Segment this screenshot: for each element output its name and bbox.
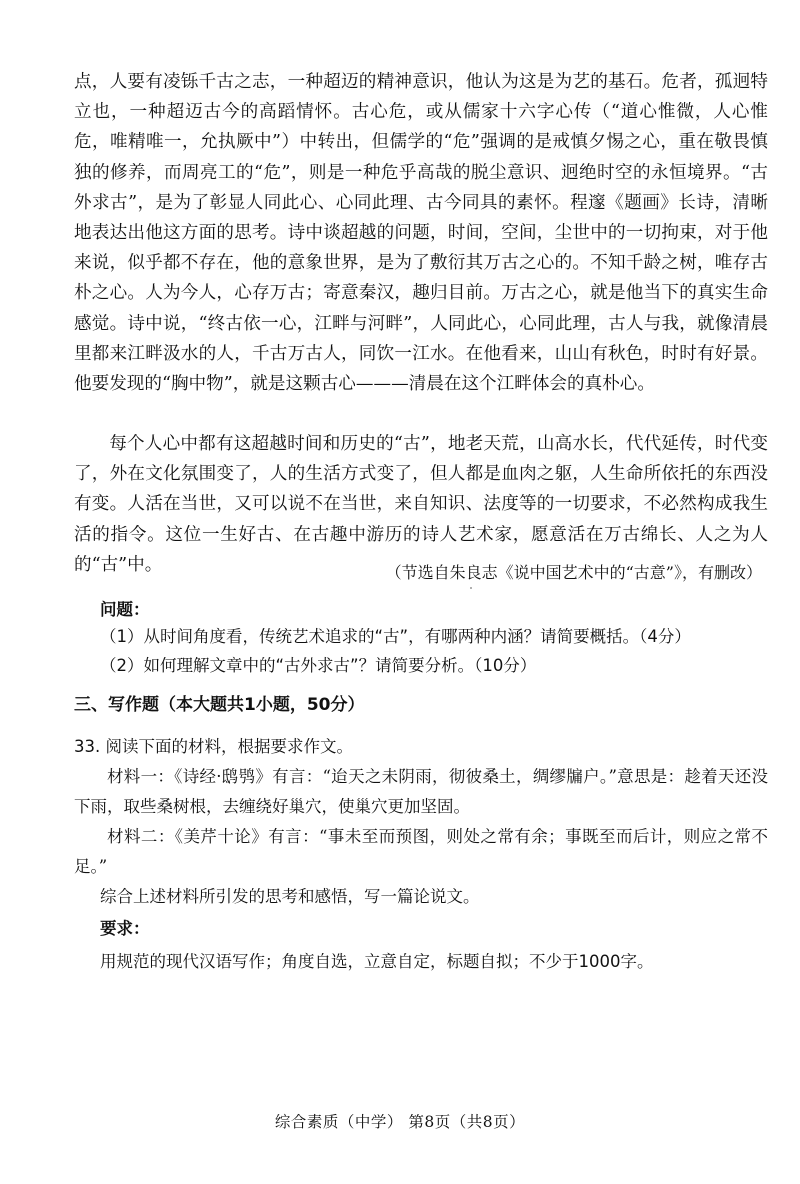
- writing-task-number: 33. 阅读下面的材料，根据要求作文。: [74, 737, 353, 756]
- requirements-text: 用规范的现代汉语写作；角度自选，立意自定，标题自拟；不少于1000字。: [100, 952, 654, 971]
- scan-speck: [470, 587, 472, 589]
- material-1: 材料一：《诗经·鸱鸮》有言：“迨天之未阴雨，彻彼桑土，绸缪牖户。”意思是：趁着天还没下雨，取些桑树根，去缠绕好巢穴，使巢穴更加坚固。: [74, 767, 768, 816]
- passage-paragraph-1: 点，人要有凌铄千古之志，一种超迈的精神意识，他认为这是为艺的基石。危者，孤迥特立也，一种超迈古今的高蹈情怀。古心危，或从儒家十六字心传（“道心惟微，人心惟危，唯精唯一，允执厥中”）中转出，但儒学的“危”强调的是戒慎夕惕之心，重在敬畏慎独的修养，而周亮工的“危”，则是一种危乎高哉的脱尘意识、迥绝时空的永恒境界。“古外求古”，是为了彰显人同此心、心同此理、古今同具的素怀。程邃《题画》长诗，清晰地表达出他这方面的思考。诗中谈超越的问题，时间，空间，尘世中的一切拘束，对于他来说，似乎都不存在，他的意象世界，是为了敷衍其万古之心的。不知千龄之树，唯存古朴之心。人为今人，心存万古；寄意秦汉，趣归目前。万古之心，就是他当下的真实生命感觉。诗中说，“终古依一心，江畔与河畔”，人同此心，心同此理，古人与我，就像清晨里都来江畔汲水的人，千古万古人，同饮一江水。在他看来，山山有秋色，时时有好景。他要发现的“胸中物”，就是这颗古心———清晨在这个江畔体会的真朴心。: [74, 72, 768, 395]
- questions-header: 问题：: [100, 600, 150, 619]
- material-2: 材料二：《美芹十论》有言：“事未至而预图，则处之常有余；事既至而后计，则应之常不足。”: [74, 827, 768, 876]
- question-2: （2）如何理解文章中的“古外求古”？请简要分析。（10分）: [100, 656, 537, 675]
- passage-source: （节选自朱良志《说中国艺术中的“古意”》，有删改）: [385, 563, 762, 582]
- writing-summary: 综合上述材料所引发的思考和感悟，写一篇论说文。: [100, 887, 480, 906]
- passage-paragraph-2: 每个人心中都有这超越时间和历史的“古”，地老天荒，山高水长，代代延传，时代变了，外在文化氛围变了，人的生活方式变了，但人都是血肉之躯，人生命所依托的东西没有变。人活在当世，又可以说不在当世，来自知识、法度等的一切要求，不必然构成我生活的指令。这位一生好古、在古趣中游历的诗人艺术家，愿意活在万古绵长、人之为人的“古”中。: [74, 434, 768, 575]
- requirements-header: 要求：: [100, 919, 150, 938]
- page-footer: 综合素质（中学） 第8页（共8页）: [274, 1113, 526, 1131]
- writing-section-title: 三、写作题（本大题共1小题，50分）: [74, 695, 365, 715]
- question-1: （1）从时间角度看，传统艺术追求的“古”，有哪两种内涵？请简要概括。（4分）: [100, 627, 691, 646]
